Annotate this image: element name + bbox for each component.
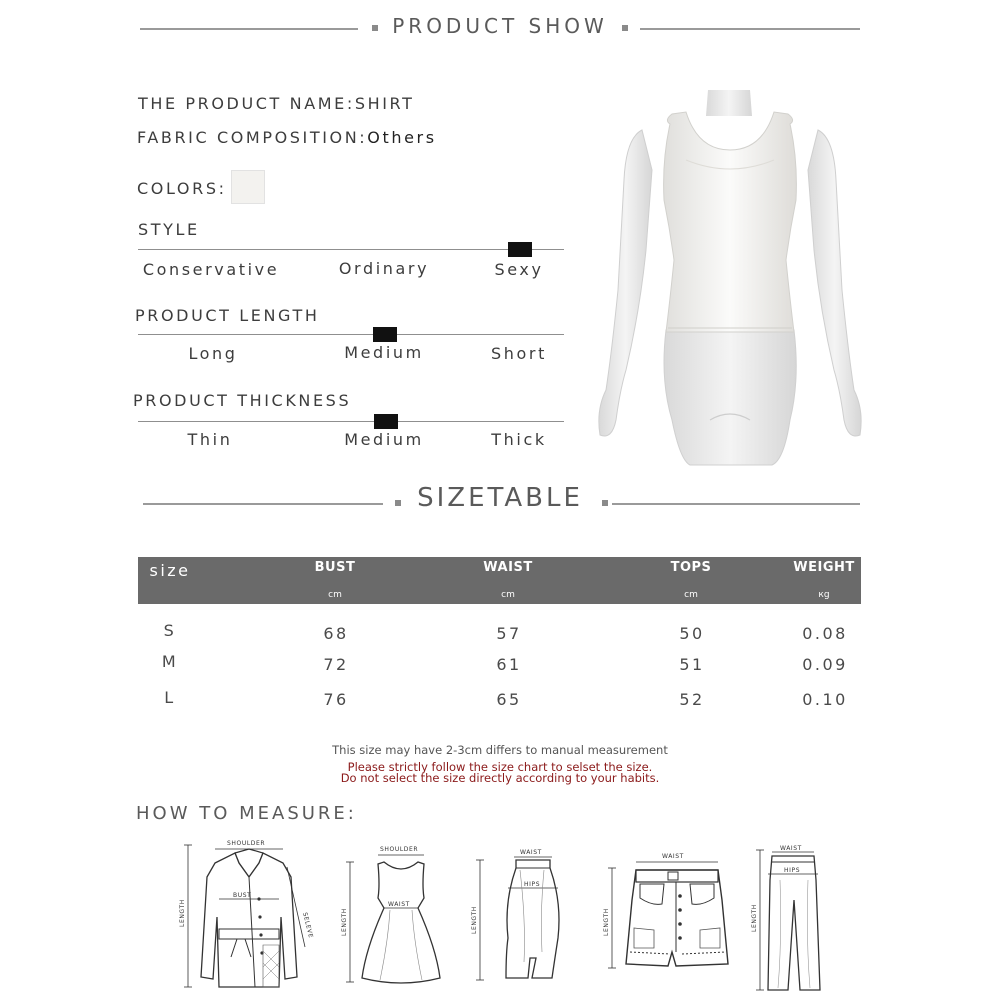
cell-size: M: [161, 652, 179, 671]
shorts-length-label: LENGTH: [603, 908, 610, 936]
jacket-bust-label: BUST: [233, 892, 252, 899]
cell-bust: 72: [323, 655, 349, 674]
header-rule-left: [140, 28, 358, 30]
cell-bust: 68: [323, 624, 349, 643]
colors-label: COLORS:: [137, 179, 227, 198]
fabric-row: [137, 128, 437, 147]
header-dot-left: [372, 25, 378, 31]
thickness-scale-line: [138, 421, 564, 422]
pants-waist-label: WAIST: [780, 845, 802, 852]
pants-diagram: [750, 840, 850, 995]
style-label: STYLE: [138, 220, 200, 239]
cell-bust: 76: [323, 690, 349, 709]
cell-waist: 61: [496, 655, 522, 674]
length-option-medium: Medium: [344, 343, 424, 362]
header-rule-right: [640, 28, 860, 30]
color-swatch[interactable]: [231, 170, 265, 204]
product-name-label: THE PRODUCT NAME:: [138, 94, 355, 113]
column-header-waist: WAIST: [483, 560, 533, 575]
cell-tops: 50: [679, 624, 705, 643]
dress-diagram: [340, 842, 440, 992]
jacket-diagram: [175, 837, 325, 997]
skirt-waist-label: WAIST: [520, 849, 542, 856]
unit-bust: cm: [328, 590, 342, 600]
cell-size: L: [164, 688, 176, 707]
cell-waist: 57: [496, 624, 522, 643]
fabric-label: FABRIC COMPOSITION:: [137, 128, 368, 147]
cell-tops: 51: [679, 655, 705, 674]
header-dot-right: [602, 500, 608, 506]
note-measurement: This size may have 2-3cm differs to manual measurement: [332, 743, 668, 757]
unit-weight: кg: [818, 590, 830, 600]
product-name-value: SHIRT: [354, 94, 415, 113]
style-scale-line: [138, 249, 564, 250]
column-header-weight: WEIGHT: [793, 560, 855, 575]
cell-weight: 0.10: [802, 690, 848, 709]
cell-weight: 0.08: [802, 624, 848, 643]
style-scale-marker: [508, 242, 532, 257]
unit-tops: cm: [684, 590, 698, 600]
section-title: SIZETABLE: [417, 483, 583, 513]
skirt-length-label: LENGTH: [471, 906, 478, 934]
unit-waist: cm: [501, 590, 515, 600]
column-header-tops: TOPS: [670, 560, 712, 575]
pants-length-label: LENGTH: [751, 904, 758, 932]
shorts-waist-label: WAIST: [662, 853, 684, 860]
length-label: PRODUCT LENGTH: [135, 306, 320, 325]
jacket-shoulder-label: SHOULDER: [227, 840, 266, 847]
note-follow-chart: Please strictly follow the size chart to selset the size.: [347, 760, 653, 774]
style-option-ordinary: Ordinary: [338, 259, 430, 278]
jacket-length-label: LENGTH: [179, 899, 186, 927]
skirt-diagram: [470, 842, 570, 992]
thickness-option-thin: Thin: [187, 430, 233, 449]
how-to-measure-title: HOW TO MEASURE:: [136, 803, 357, 824]
column-header-size: size: [149, 561, 191, 580]
length-scale-line: [138, 334, 564, 335]
product-photo: [590, 90, 870, 465]
style-option-sexy: Sexy: [494, 260, 544, 279]
dress-length-label: LENGTH: [341, 908, 348, 936]
product-name-row: [138, 94, 414, 113]
jacket-sleeve-label: SELEVE: [301, 911, 315, 939]
thickness-option-medium: Medium: [344, 430, 424, 449]
thickness-option-thick: Thick: [491, 430, 547, 449]
cell-tops: 52: [679, 690, 705, 709]
header-rule-left: [143, 503, 383, 505]
skirt-hips-label: HIPS: [524, 881, 541, 888]
style-option-conservative: Conservative: [142, 260, 280, 279]
section-title: PRODUCT SHOW: [392, 14, 608, 38]
header-dot-right: [622, 25, 628, 31]
dress-waist-label: WAIST: [388, 901, 410, 908]
header-rule-right: [612, 503, 860, 505]
pants-hips-label: HIPS: [784, 867, 801, 874]
thickness-scale-marker: [374, 414, 398, 429]
cell-size: S: [163, 621, 177, 640]
cell-waist: 65: [496, 690, 522, 709]
length-scale-marker: [373, 327, 397, 342]
dress-shoulder-label: SHOULDER: [380, 846, 419, 853]
fabric-value: Others: [367, 128, 437, 147]
length-option-short: Short: [491, 344, 547, 363]
thickness-label: PRODUCT THICKNESS: [133, 391, 352, 410]
cell-weight: 0.09: [802, 655, 848, 674]
length-option-long: Long: [188, 344, 238, 363]
note-habits: Do not select the size directly according to your habits.: [340, 771, 660, 785]
shorts-diagram: [600, 848, 740, 978]
column-header-bust: BUST: [314, 560, 356, 575]
